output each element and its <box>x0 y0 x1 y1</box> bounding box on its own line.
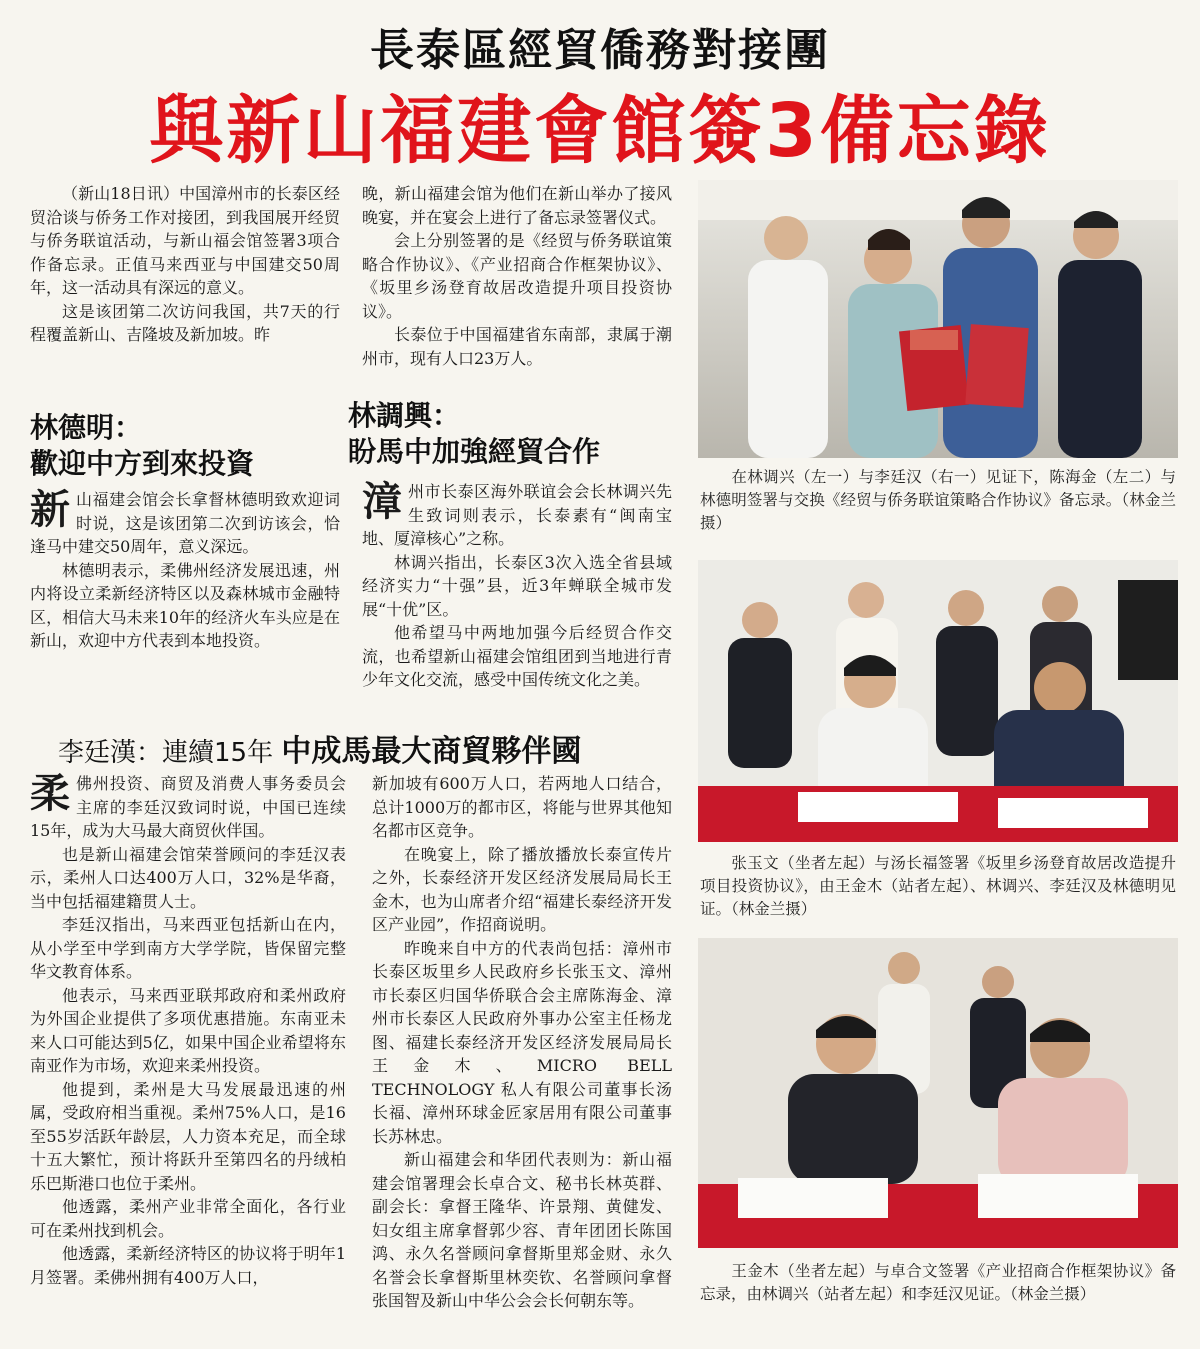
body-paragraph: 在晚宴上，除了播放播放长泰宣传片之外，长泰经济开发区经济发展局局长王金木，也为山席者介绍“福建长泰经济开发区产业园”，作招商说明。 <box>372 844 672 934</box>
section-title-lin-tiaoxing <box>348 398 678 470</box>
section-title-bold: 中成馬最大商貿夥伴國 <box>281 734 582 769</box>
drop-cap: 柔 <box>30 770 70 817</box>
intro-paragraph: 晚，新山福建会馆为他们在新山举办了接风晚宴，并在宴会上进行了备忘录签署仪式。 <box>362 184 672 227</box>
caption-text: 王金木（坐者左起）与卓合文签署《产业招商合作框架协议》备忘录，由林调兴（站者左起）和李廷汉见证。（林金兰摄） <box>700 1262 1176 1303</box>
caption-text: 张玉文（坐者左起）与汤长福签署《坂里乡汤登育故居改造提升项目投资协议》，由王金木（站者左起）、林调兴、李廷汉及林德明见证。（林金兰摄） <box>700 854 1176 918</box>
subhead-line: 林德明： <box>30 411 143 444</box>
section-title-prefix: 李廷漢：連續15年 <box>58 738 274 768</box>
body-text: 州市长泰区海外联谊会会长林调兴先生致词则表示，长泰素有“闽南宝地、厦漳核心”之称。 <box>362 482 672 548</box>
intro-paragraph: 会上分别签署的是《经贸与侨务联谊策略合作协议》、《产业招商合作框架协议》、《坂里乡汤登育故居改造提升项目投资协议》。 <box>362 231 672 321</box>
body-paragraph: 李廷汉指出，马来西亚包括新山在内，从小学至中学到南方大学学院，皆保留完整华文教育体系。 <box>30 915 346 981</box>
photo-signing-exchange <box>698 180 1178 458</box>
drop-cap: 新 <box>30 486 70 533</box>
li-tinghan-column-2 <box>372 772 672 1313</box>
main-headline: 與新山福建會館簽3備忘錄 <box>149 88 1051 174</box>
section-title-li-tinghan <box>58 726 698 770</box>
body-paragraph: 新加坡有600万人口，若两地人口结合，总计1000万的都市区，将能与世界其他知名都市区竞争。 <box>372 774 672 840</box>
body-paragraph: 他透露，柔新经济特区的协议将于明年1月签署。柔佛州拥有400万人口， <box>30 1244 346 1287</box>
body-paragraph: 林德明表示，柔佛州经济发展迅速，州内将设立柔新经济特区以及森林城市金融特区，相信大马未来10年的经济火车头应是在新山，欢迎中方代表到本地投资。 <box>30 560 340 650</box>
body-paragraph: 昨晚来自中方的代表尚包括：漳州市长泰区坂里乡人民政府乡长张玉文、漳州市长泰区归国华侨联合会主席陈海金、漳州市长泰区人民政府外事办公室主任杨龙图、福建长泰经济开发区经济发展局局长王金木、MICRO BELL TECHNOLOGY 私人有限公司董事长汤长福、漳州环球金匠家居用有限公司董事长苏林忠。 <box>372 938 672 1146</box>
photo-caption <box>700 1260 1176 1306</box>
kicker-title: 長泰區經貿僑務對接團 <box>370 25 830 76</box>
subhead-line: 歡迎中方到來投資 <box>30 447 255 480</box>
body-text: 佛州投资、商贸及消费人事务委员会主席的李廷汉致词时说，中国已连续15年，成为大马最大商贸伙伴国。 <box>30 774 346 840</box>
intro-column <box>30 182 340 347</box>
body-paragraph: 他提到，柔州是大马发展最迅速的州属，受政府相当重视。柔州75%人口，是16至55岁活跃年龄层，人力资本充足，而全球十五大繁忙，预计将跃升至第四名的丹绒柏乐巴斯港口也位于柔州。 <box>30 1079 346 1193</box>
photo-caption <box>700 466 1176 535</box>
photo-signing-ceremony-2 <box>698 560 1178 842</box>
intro-paragraph: 这是该团第二次访问我国，共7天的行程覆盖新山、吉隆坡及新加坡。昨 <box>30 301 340 344</box>
drop-cap: 漳 <box>362 478 402 525</box>
body-paragraph: 他透露，柔州产业非常全面化，各行业可在柔州找到机会。 <box>30 1197 346 1240</box>
caption-text: 在林调兴（左一）与李廷汉（右一）见证下，陈海金（左二）与林德明签署与交换《经贸与侨务联谊策略合作协议》备忘录。（林金兰摄） <box>700 468 1176 532</box>
intro-paragraph: 长泰位于中国福建省东南部，隶属于潮州市，现有人口23万人。 <box>362 325 672 368</box>
body-paragraph: 他希望马中两地加强今后经贸合作交流，也希望新山福建会馆组团到当地进行青少年文化交流，感受中国传统文化之美。 <box>362 623 672 689</box>
lin-deming-body <box>30 488 340 653</box>
photo-caption <box>700 852 1176 921</box>
subhead-line: 林調興： <box>348 399 461 432</box>
body-paragraph: 他表示，马来西亚联邦政府和柔州政府为外国企业提供了多项优惠措施。东南亚未来人口可能达到5亿，如果中国企业希望将东南亚作为市场，欢迎来柔州投资。 <box>30 985 346 1075</box>
lin-tiaoxing-body <box>362 480 672 692</box>
intro-column-2 <box>362 182 672 370</box>
body-paragraph: 也是新山福建会馆荣誉顾问的李廷汉表示，柔州人口达400万人口，32%是华裔，当中包括福建籍贯人士。 <box>30 844 346 911</box>
photo-signing-ceremony-3 <box>698 938 1178 1248</box>
body-text: 山福建会馆会长拿督林德明致欢迎词时说，这是该团第二次到访该会，恰逢马中建交50周年，意义深远。 <box>30 490 340 556</box>
body-paragraph: 新山福建会和华团代表则为：新山福建会馆署理会长卓合文、秘书长林英群、副会长：拿督王隆华、许景翔、黄健发、妇女组主席拿督郭少容、青年团团长陈国鸿、永久名誉顾问拿督斯里郑金财、永久名誉会长拿督斯里林奕钦、名誉顾问拿督张国智及新山中华公会会长何朝东等。 <box>372 1150 672 1310</box>
subhead-line: 盼馬中加強經貿合作 <box>348 435 601 468</box>
li-tinghan-column-1 <box>30 772 346 1289</box>
intro-paragraph: （新山18日讯）中国漳州市的长泰区经贸洽谈与侨务工作对接团，到我国展开经贸与侨务联谊活动，与新山福会馆签署3项合作备忘录。正值马来西亚与中国建交50周年，这一活动具有深远的意义。 <box>30 184 340 297</box>
section-title-lin-deming <box>30 410 340 482</box>
body-paragraph: 林调兴指出，长泰区3次入选全省县域经济实力“十强”县，近3年蝉联全城市发展“十优”区。 <box>362 552 672 619</box>
